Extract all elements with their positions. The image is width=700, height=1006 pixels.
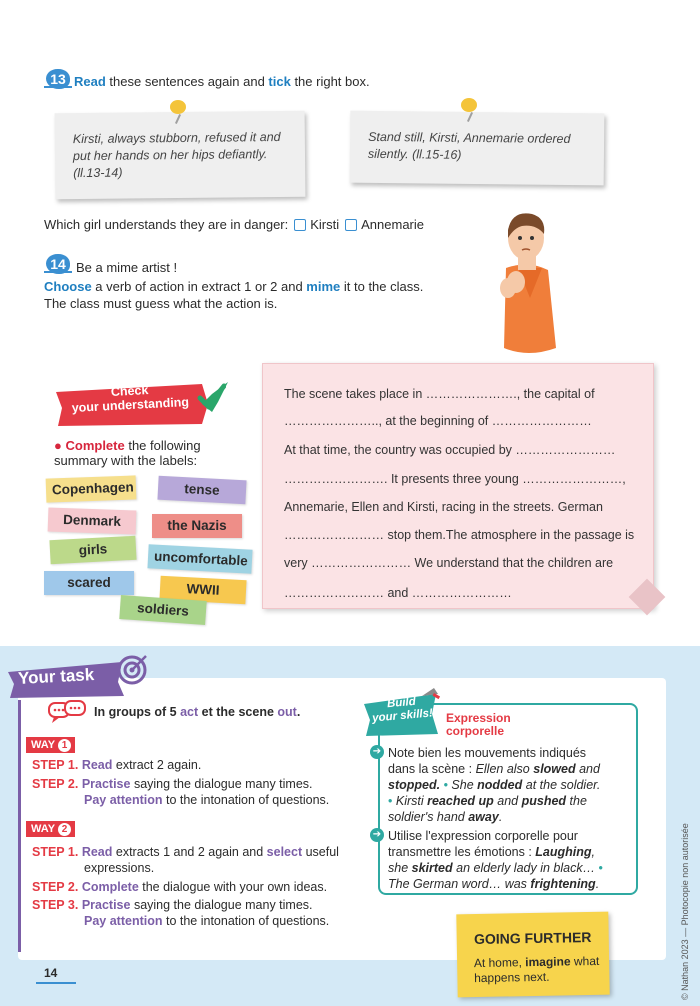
way1-step2: STEP 2. Practise saying the dialogue many times. <box>32 777 313 791</box>
summary-line-1: The scene takes place in …………………., the capital of <box>284 387 595 401</box>
quote-note-2: Stand still, Kirsti, Annemarie ordered silently. (ll.15-16) <box>350 111 605 186</box>
kirsti-option-label: Kirsti <box>310 217 340 232</box>
task-side-bar <box>18 700 21 952</box>
label-denmark[interactable]: Denmark <box>48 507 137 534</box>
thinking-boy-illustration <box>478 208 578 358</box>
label-tense[interactable]: tense <box>157 476 246 505</box>
build-skills-title: Build your skills! <box>371 695 434 725</box>
way2-attention: Pay attention to the intonation of questions. <box>84 914 330 928</box>
speech-bubbles-icon <box>48 700 88 726</box>
way2-step3: STEP 3. Practise saying the dialogue many times. <box>32 898 313 912</box>
label-girls[interactable]: girls <box>49 536 136 564</box>
label-soldiers[interactable]: soldiers <box>119 595 206 625</box>
going-further-text: At home, imagine what happens next. <box>473 953 600 986</box>
summary-line-7: very …………………… We understand that the children are <box>284 556 614 570</box>
arrow-right-icon: ➔ <box>370 828 384 842</box>
way2-step2: STEP 2. Complete the dialogue with your own ideas. <box>32 880 328 894</box>
label-the-nazis[interactable]: the Nazis <box>152 514 242 538</box>
pushpin-icon <box>461 98 477 112</box>
way1-attention: Pay attention to the intonation of questions. <box>84 793 330 807</box>
check-instruction-1: ● Complete the following <box>54 438 201 453</box>
ex13-question: Which girl understands they are in danger: Kirsti Annemarie <box>44 217 425 232</box>
your-task-title: Your task <box>17 665 95 688</box>
check-instruction-2: summary with the labels: <box>54 453 198 468</box>
pushpin-icon <box>170 100 186 114</box>
copyright-notice: © Nathan 2023 — Photocopie non autorisée <box>680 823 690 1000</box>
trowel-icon <box>420 686 442 704</box>
page-number-rule <box>36 982 76 984</box>
expression-corporelle-title: Expression corporelle <box>446 711 511 738</box>
way1-step1: STEP 1. Read extract 2 again. <box>32 758 202 772</box>
ex14-line2: The class must guess what the action is. <box>44 296 278 311</box>
kirsti-checkbox[interactable] <box>294 219 306 231</box>
arrow-right-icon: ➔ <box>370 745 384 759</box>
checkmark-icon <box>196 382 226 412</box>
summary-line-3: At that time, the country was occupied by …………………… <box>284 443 616 457</box>
label-copenhagen[interactable]: Copenhagen <box>46 475 137 502</box>
way2-tag: WAY 2 <box>26 821 75 837</box>
ex14-title: Be a mime artist ! <box>76 260 178 275</box>
way2-step1-cont: expressions. <box>84 861 155 875</box>
label-uncomfortable[interactable]: uncomfortable <box>147 544 252 573</box>
page-number: 14 <box>44 966 58 980</box>
skill-item-2: Utilise l'expression corporelle pour transmettre les émotions : Laughing, she skirted an elderly lady in black… • The German word… was frightening. <box>388 829 603 891</box>
annemarie-option-label: Annemarie <box>361 217 425 232</box>
quote-note-1: Kirsti, always stubborn, refused it and put her hands on her hips defiantly. (ll.13-14) <box>55 111 306 200</box>
ex14-line1: Choose a verb of action in extract 1 or 2 and mime it to the class. <box>44 279 424 294</box>
annemarie-checkbox[interactable] <box>345 219 357 231</box>
going-further-title: GOING FURTHER <box>473 928 592 948</box>
target-icon <box>116 652 150 686</box>
task-groups-instruction: In groups of 5 act et the scene out. <box>94 705 301 719</box>
summary-line-2: ………………….., at the beginning of …………………… <box>284 414 592 428</box>
ex13-instruction: Read these sentences again and tick the right box. <box>74 74 370 89</box>
summary-line-6: …………………… stop them.The atmosphere in the passage is <box>284 528 635 542</box>
way1-tag: WAY 1 <box>26 737 75 753</box>
ex14-number: 14 <box>46 254 70 274</box>
check-understanding-title: Check your understanding <box>71 383 190 416</box>
label-scared[interactable]: scared <box>44 571 134 595</box>
summary-line-8: …………………… and …………………… <box>284 586 512 600</box>
summary-line-4: ……………………. It presents three young ……………………, <box>284 472 626 486</box>
label-wwii[interactable]: WWII <box>159 576 246 604</box>
skill-item-1: Note bien les mouvements indiqués dans la scène : Ellen also slowed and stopped. • She nodded at the soldier. • Kirsti reached up and pushed the soldier's hand away. <box>388 746 601 824</box>
ex13-number: 13 <box>46 69 70 89</box>
way2-step1: STEP 1. Read extracts 1 and 2 again and select useful <box>32 845 339 859</box>
summary-line-5: Annemarie, Ellen and Kirsti, racing in the streets. German <box>284 500 603 514</box>
